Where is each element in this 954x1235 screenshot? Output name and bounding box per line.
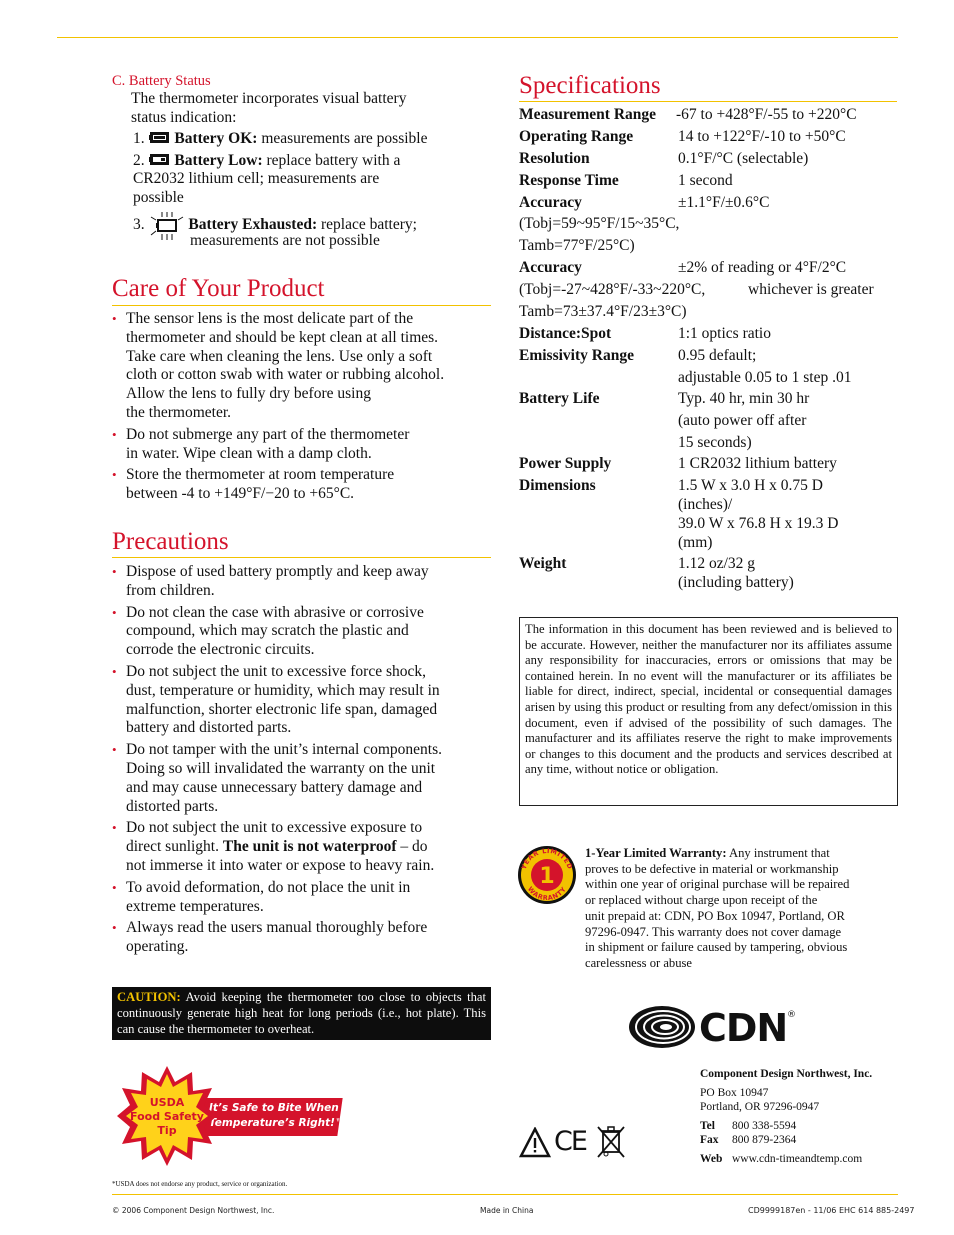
weee-bin-icon <box>595 1124 627 1160</box>
battery-status-section <box>112 72 492 250</box>
precautions-rule <box>112 557 491 558</box>
warranty-text: 1-Year Limited Warranty: Any instrument that proves to be defective in material or workmanship within one year of original purchase will be repaired or replaced without charge upon receipt of the unit prepaid at: CDN, PO Box 10947, Portland, OR 97296-0947. This warranty does not cover damage in shipment or failure caused by tampering, obvious carelessness or abuse <box>585 846 850 970</box>
warranty-seal-top-text: YEAR LIMITED <box>519 846 575 871</box>
warranty-seal-number: 1 <box>539 864 555 889</box>
top-rule <box>57 37 898 38</box>
battery-low-icon <box>149 152 171 166</box>
ce-mark-icon: CE <box>554 1126 586 1157</box>
battery-status-intro: The thermometer incorporates visual battery status indication: <box>131 90 407 126</box>
list-item: • Do not subject the unit to excessive force shock, dust, temperature or humidity, which may result in malfunction, shorter electronic life span, damaged battery and distorted parts. <box>112 663 496 738</box>
list-item: • Store the thermometer at room temperature between -4 to +149°F/−20 to +65°C. <box>112 466 496 504</box>
spec-weight: Weight 1.12 oz/32 g (including battery) <box>519 555 794 591</box>
spec-emissivity: Emissivity Range 0.95 default; adjustable 0.05 to 1 step .01 <box>519 347 852 386</box>
precautions-list <box>112 563 496 960</box>
spec-accuracy-1: Accuracy ±1.1°F/±0.6°C (Tobj=59~95°F/15~35°C, Tamb=77°F/25°C) <box>519 194 770 254</box>
usda-disclaimer: *USDA does not endorse any product, service or organization. <box>112 1180 288 1188</box>
specifications-title: Specifications <box>519 72 661 99</box>
spec-battery-life: Battery Life Typ. 40 hr, min 30 hr (auto power off after 15 seconds) <box>519 390 810 451</box>
specifications-rule <box>519 101 897 102</box>
disclaimer-box: The information in this document has been reviewed and is believed to be accurate. However, neither the manufacturer nor its affiliates assume any responsibility for inaccuracies, errors or omissions that may be contained herein. In no event will the manufacturer or its affiliates be liable for direct, indirect, special, incidental or consequential damages arisen by using this product or resulting from any defect/omission in this document, even if advised of the possibility of such damages. The manufacturer and its affiliates reserve the right to make improvements or changes to this document and the products and services described at any time, without notice or obligation. <box>519 617 898 806</box>
footer-copyright: © 2006 Component Design Northwest, Inc. <box>112 1206 275 1215</box>
list-item: • Do not clean the case with abrasive or corrosive compound, which may scratch the plastic and corrode the electronic circuits. <box>112 604 496 660</box>
warranty-seal-text <box>517 845 577 905</box>
compliance-marks <box>519 1124 631 1162</box>
battery-status-heading: C. Battery Status <box>112 73 211 89</box>
list-item: • Do not submerge any part of the thermometer in water. Wipe clean with a damp cloth. <box>112 426 496 464</box>
precautions-title: Precautions <box>112 528 229 555</box>
usda-food-safety-badge: It’s Safe to Bite When the Temperature’s Right!™ USDA Food Safety Tip <box>117 1066 347 1166</box>
footer-doc-code: CD9999187en - 11/06 EHC 614 885-2497 <box>748 1206 915 1215</box>
list-item: • Dispose of used battery promptly and keep away from children. <box>112 563 496 601</box>
caution-box: CAUTION: Avoid keeping the thermometer too close to objects that continuously generate high heat for long periods (i.e., hot plate). This can cause the thermometer to overheat. <box>112 987 491 1040</box>
care-list <box>112 310 496 507</box>
warranty-seal-bottom-text: WARRANTY <box>525 885 568 903</box>
list-item: • Always read the users manual thoroughly before operating. <box>112 919 496 957</box>
care-rule <box>112 305 491 306</box>
battery-item-3: 3. Battery Exhausted: replace battery; measurements are not possible <box>112 211 492 251</box>
battery-item-2: 2. Battery Low: replace battery with a CR2032 lithium cell; measurements are possible <box>133 151 401 206</box>
care-title: Care of Your Product <box>112 275 325 302</box>
footer-made-in: Made in China <box>480 1206 534 1215</box>
battery-item-1: 1. Battery OK: measurements are possible <box>133 130 428 148</box>
warning-triangle-icon <box>519 1127 551 1159</box>
registered-mark: ® <box>787 1010 796 1020</box>
bottom-rule <box>112 1194 898 1195</box>
list-item: • To avoid deformation, do not place the unit in extreme temperatures. <box>112 879 496 917</box>
cdn-swirl-icon <box>626 1004 696 1050</box>
list-item: • The sensor lens is the most delicate part of the thermometer and should be kept clean at all times. Take care when cleaning the lens. Use only a soft cloth or cotton swab with water or rubbing alcohol. Allow the lens to fully dry before using the thermometer. <box>112 310 496 423</box>
spec-accuracy-2: Accuracy ±2% of reading or 4°F/2°C (Tobj=-27~428°F/-33~220°C, whichever is greater Tamb=73±37.4°F/23±3°C) <box>519 259 874 320</box>
company-info: Component Design Northwest, Inc. PO Box 10947 Portland, OR 97296-0947 Tel 800 338-5594 Fax 800 879-2364 Web www.cdn-timeandtemp.com <box>700 1068 873 1165</box>
battery-exhausted-icon <box>149 211 185 241</box>
spec-dimensions: Dimensions 1.5 W x 3.0 H x 0.75 D (inches)/ 39.0 W x 76.8 H x 19.3 D (mm) <box>519 477 839 551</box>
battery-ok-icon <box>149 130 171 144</box>
list-item: • Do not subject the unit to excessive exposure to direct sunlight. The unit is not waterproof – do not immerse it into water or expose to heavy rain. <box>112 819 496 875</box>
cdn-logo <box>626 1004 826 1052</box>
cdn-logo-text: CDN <box>699 1006 788 1050</box>
list-item: • Do not tamper with the unit’s internal components. Doing so will invalidated the warranty on the unit and may cause unnecessary battery damage and distorted parts. <box>112 741 496 816</box>
